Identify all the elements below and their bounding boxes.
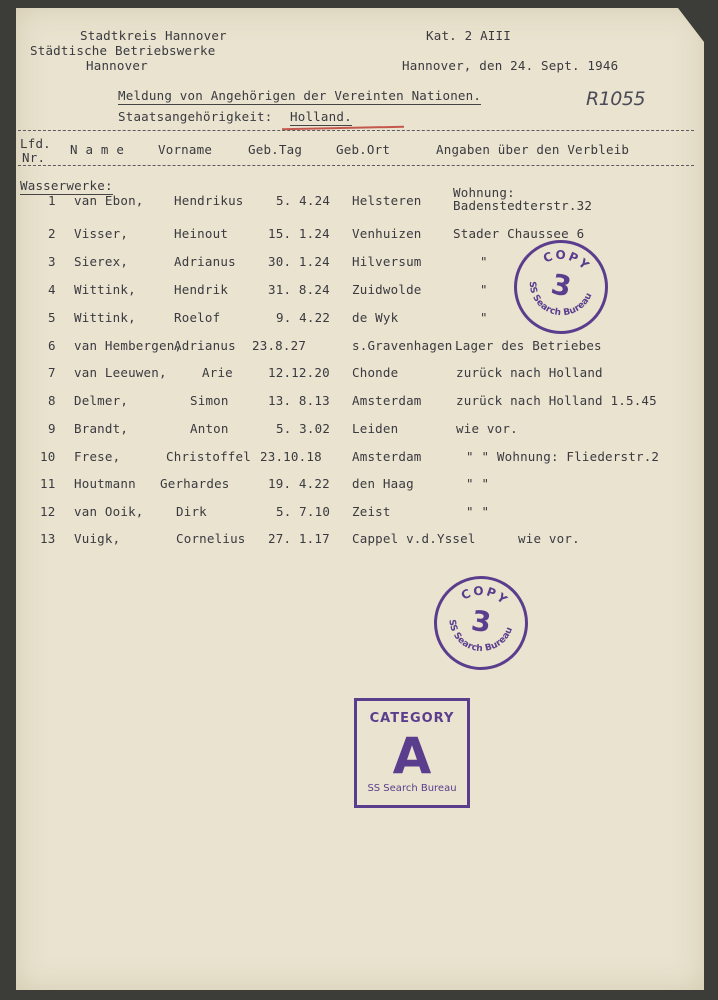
cell-geb-tag: 23.10.18 (260, 449, 322, 464)
cell-name: Wittink, (74, 282, 136, 297)
document-subject: Meldung von Angehörigen der Vereinten Nationen. (118, 88, 482, 103)
cell-verbleib: " (480, 310, 488, 325)
cell-nr: 10 (40, 449, 56, 464)
category-stamp-footer: SS Search Bureau (367, 783, 457, 794)
cell-vorname: Roelof (174, 310, 221, 325)
cell-geb-ort: s.Gravenhagen (352, 338, 453, 353)
column-header-vorname: Vorname (158, 142, 213, 157)
cell-verbleib: zurück nach Holland (456, 365, 603, 380)
handwritten-reference-number: R1055 (586, 88, 646, 110)
cell-verbleib: zurück nach Holland 1.5.45 (456, 393, 657, 408)
cell-geb-ort: Cappel v.d.Yssel (352, 531, 476, 546)
copy-stamp-bottom-text: SS Search Bureau (526, 281, 595, 319)
cell-vorname: Adrianus (174, 254, 236, 269)
cell-vorname: Cornelius (176, 531, 246, 546)
cell-geb-tag: 30. 1.24 (268, 254, 330, 269)
cell-geb-ort: Hilversum (352, 254, 422, 269)
column-header-geb-ort: Geb.Ort (336, 142, 391, 157)
cell-geb-tag: 19. 4.22 (268, 476, 330, 491)
cell-geb-tag: 27. 1.17 (268, 531, 330, 546)
cell-verbleib: Lager des Betriebes (455, 338, 602, 353)
column-header-geb-tag: Geb.Tag (248, 142, 303, 157)
cell-geb-tag: 9. 4.22 (276, 310, 331, 325)
cell-verbleib: " " Wohnung: Fliederstr.2 (466, 449, 660, 464)
document-date: Hannover, den 24. Sept. 1946 (402, 58, 619, 73)
cell-vorname: Heinout (174, 226, 229, 241)
cell-geb-ort: Leiden (352, 421, 399, 436)
cell-vorname: Gerhardes (160, 476, 230, 491)
cell-vorname: Christoffel (166, 449, 251, 464)
section-label: Wasserwerke: (20, 178, 113, 193)
nationality-value: Holland. (290, 109, 352, 124)
table-row (16, 393, 704, 413)
cell-nr: 11 (40, 476, 56, 491)
table-row (16, 421, 704, 441)
cell-geb-ort: Amsterdam (352, 449, 422, 464)
cell-verbleib: Stader Chaussee 6 (453, 226, 585, 241)
cell-vorname: Hendrik (174, 282, 229, 297)
cell-nr: 13 (40, 531, 56, 546)
copy-stamp-number: 3 (548, 267, 575, 304)
cell-geb-ort: Chonde (352, 365, 399, 380)
cell-vorname: Dirk (176, 504, 207, 519)
copy-stamp-bottom-text: SS Search Bureau (446, 618, 516, 655)
cell-geb-ort: Zuidwolde (352, 282, 422, 297)
cell-name: Frese, (74, 449, 121, 464)
cell-name: Vuigk, (74, 531, 121, 546)
cell-verbleib: " (480, 254, 488, 269)
cell-name: Delmer, (74, 393, 129, 408)
cell-nr: 9 (48, 421, 56, 436)
cell-vorname: Arie (202, 365, 233, 380)
copy-stamp-top-text: COPY (458, 583, 512, 608)
cell-nr: 6 (48, 338, 56, 353)
category-reference: Kat. 2 AIII (426, 28, 511, 43)
column-header-nr-1: Lfd. (20, 136, 51, 151)
cell-verbleib: Wohnung: (453, 185, 515, 200)
issuer-line-2: Städtische Betriebswerke (30, 43, 216, 58)
cell-nr: 7 (48, 365, 56, 380)
cell-geb-tag: 13. 8.13 (268, 393, 330, 408)
torn-corner (678, 8, 704, 42)
cell-nr: 12 (40, 504, 56, 519)
cell-name: Brandt, (74, 421, 129, 436)
table-row (16, 226, 704, 246)
cell-geb-ort: Venhuizen (352, 226, 422, 241)
copy-stamp-top-text: COPY (541, 247, 594, 274)
category-stamp-title: CATEGORY (369, 711, 455, 726)
column-header-nr-2: Nr. (22, 150, 46, 165)
cell-geb-ort: den Haag (352, 476, 414, 491)
cell-verbleib: wie vor. (518, 531, 580, 546)
table-row (16, 449, 704, 469)
table-row (16, 476, 704, 496)
category-stamp-letter: A (392, 727, 432, 785)
cell-vorname: Simon (190, 393, 229, 408)
cell-geb-tag: 12.12.20 (268, 365, 330, 380)
cell-name: van Ooik, (74, 504, 144, 519)
cell-geb-ort: de Wyk (352, 310, 399, 325)
column-header-verbleib: Angaben über den Verbleib (436, 142, 630, 157)
issuer-line-1: Stadtkreis Hannover (80, 28, 227, 43)
cell-geb-tag: 5. 7.10 (276, 504, 331, 519)
cell-name: van Ebon, (74, 193, 144, 208)
cell-name: van Hembergen, (74, 338, 183, 353)
copy-stamp (428, 570, 534, 676)
table-row (16, 504, 704, 524)
cell-geb-ort: Amsterdam (352, 393, 422, 408)
cell-geb-tag: 15. 1.24 (268, 226, 330, 241)
cell-nr: 8 (48, 393, 56, 408)
table-row (16, 338, 704, 358)
cell-vorname: Anton (190, 421, 229, 436)
cell-geb-tag: 31. 8.24 (268, 282, 330, 297)
table-row (16, 310, 704, 330)
cell-geb-ort: Zeist (352, 504, 391, 519)
cell-geb-tag: 5. 4.24 (276, 193, 331, 208)
nationality-label: Staatsangehörigkeit: (118, 109, 273, 124)
table-row (16, 198, 704, 218)
cell-verbleib: wie vor. (456, 421, 518, 436)
table-row (16, 365, 704, 385)
category-stamp (354, 698, 470, 808)
table-row (16, 531, 704, 551)
cell-verbleib: " " (466, 504, 490, 519)
cell-geb-tag: 5. 3.02 (276, 421, 331, 436)
cell-name: Visser, (74, 226, 129, 241)
cell-geb-tag: 23.8.27 (252, 338, 307, 353)
table-top-rule (18, 130, 694, 131)
cell-name: Sierex, (74, 254, 129, 269)
column-header-name: N a m e (70, 142, 125, 157)
table-header-rule (18, 165, 694, 166)
copy-stamp-number: 3 (469, 603, 494, 640)
cell-geb-ort: Helsteren (352, 193, 422, 208)
cell-nr: 2 (48, 226, 56, 241)
cell-name: van Leeuwen, (74, 365, 167, 380)
document-page (16, 8, 704, 990)
cell-verbleib: Badenstedterstr.32 (453, 198, 593, 213)
cell-name: Wittink, (74, 310, 136, 325)
cell-name: Houtmann (74, 476, 136, 491)
cell-verbleib: " (480, 282, 488, 297)
cell-vorname: Hendrikus (174, 193, 244, 208)
cell-verbleib: " " (466, 476, 490, 491)
cell-nr: 5 (48, 310, 56, 325)
cell-nr: 3 (48, 254, 56, 269)
cell-vorname: Adrianus (174, 338, 236, 353)
cell-nr: 4 (48, 282, 56, 297)
issuer-line-3: Hannover (86, 58, 148, 73)
cell-nr: 1 (48, 193, 56, 208)
